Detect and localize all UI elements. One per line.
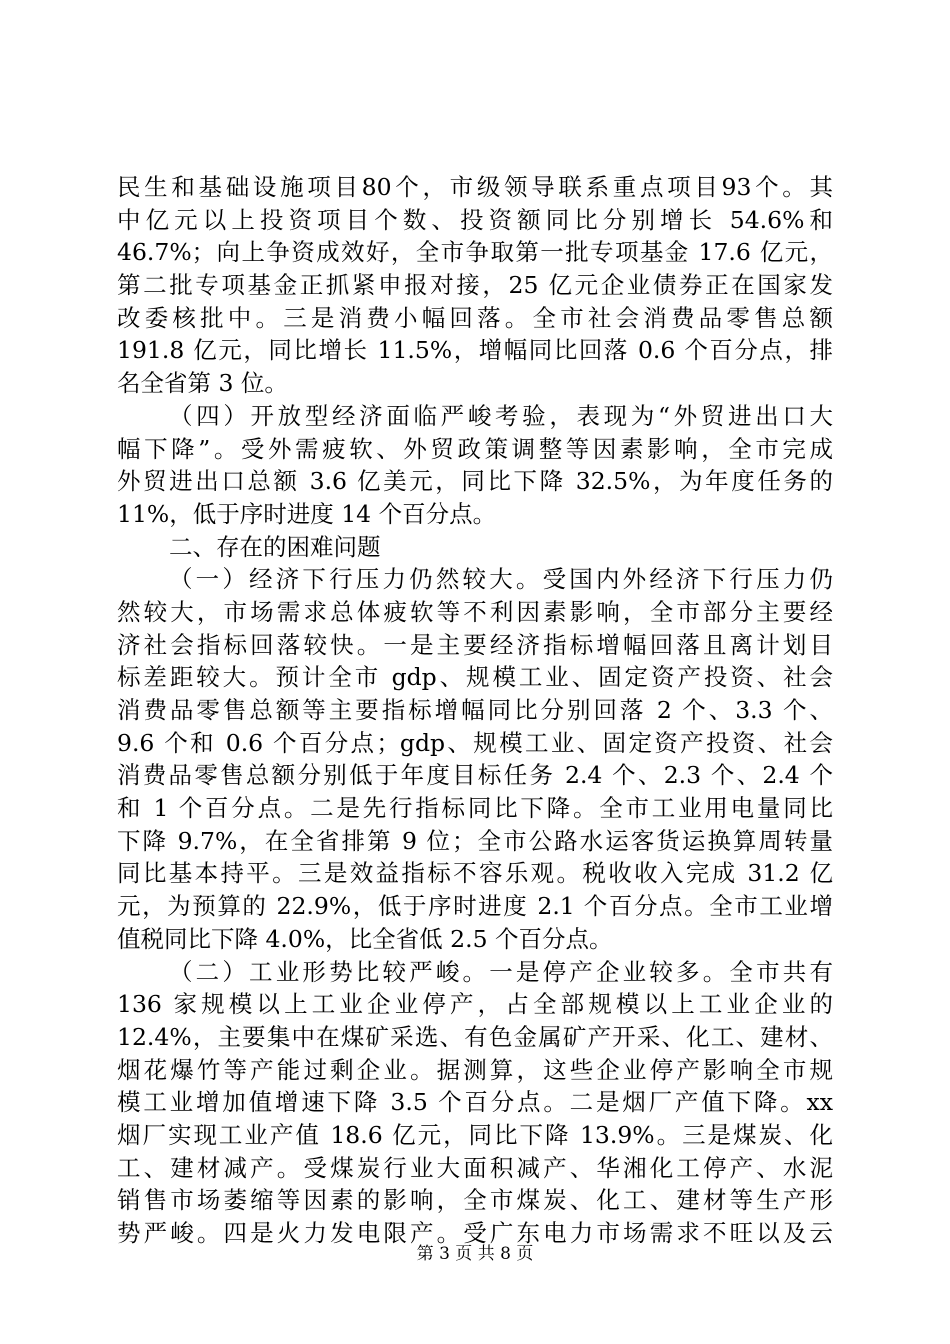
section-heading: 二、存在的困难问题 (169, 532, 381, 561)
page-footer: 第 3 页 共 8 页 (416, 1244, 534, 1264)
text-line: 和 1 个百分点。二是先行指标同比下降。全市工业用电量同比 (117, 794, 833, 823)
text-line: 第二批专项基金正抓紧申报对接，25 亿元企业债券正在国家发 (117, 271, 833, 300)
text-line: 191.8 亿元，同比增长 11.5%，增幅同比回落 0.6 个百分点，排 (117, 336, 833, 365)
text-line: 然较大，市场需求总体疲软等不利因素影响，全市部分主要经 (117, 597, 833, 626)
text-line: 民生和基础设施项目80个，市级领导联系重点项目93个。其 (117, 173, 833, 201)
text-line: （四）开放型经济面临严峻考验，表现为“外贸进出口大 (169, 401, 833, 430)
text-line: （二）工业形势比较严峻。一是停产企业较多。全市共有 (169, 957, 833, 986)
text-line: 消费品零售总额等主要指标增幅同比分别回落 2 个、3.3 个、 (117, 696, 833, 724)
text-line: 烟厂实现工业产值 18.6 亿元，同比下降 13.9%。三是煤炭、化 (117, 1120, 833, 1149)
text-line: 消费品零售总额分别低于年度目标任务 2.4 个、2.3 个、2.4 个 (117, 761, 833, 790)
text-line: 幅下降”。受外需疲软、外贸政策调整等因素影响，全市完成 (117, 434, 833, 463)
text-line: 下降 9.7%，在全省排第 9 位；全市公路水运客货运换算周转量 (117, 826, 833, 855)
text-line: 12.4%，主要集中在煤矿采选、有色金属矿产开采、化工、建材、 (117, 1022, 833, 1051)
text-line: 元，为预算的 22.9%，低于序时进度 2.1 个百分点。全市工业增 (117, 892, 833, 921)
text-line: 9.6 个和 0.6 个百分点；gdp、规模工业、固定资产投资、社会 (117, 728, 833, 757)
text-line: 济社会指标回落较快。一是主要经济指标增幅回落且离计划目 (117, 630, 833, 659)
text-line: 46.7%；向上争资成效好，全市争取第一批专项基金 17.6 亿元， (117, 238, 833, 267)
text-line: 标差距较大。预计全市 gdp、规模工业、固定资产投资、社会 (117, 663, 833, 692)
text-line: 势严峻。四是火力发电限产。受广东电力市场需求不旺以及云 (117, 1219, 833, 1247)
text-line: 名全省第 3 位。 (117, 369, 288, 398)
text-line: 工、建材减产。受煤炭行业大面积减产、华湘化工停产、水泥 (117, 1153, 833, 1182)
document-body (117, 171, 833, 1250)
text-line: 销售市场萎缩等因素的影响，全市煤炭、化工、建材等生产形 (117, 1186, 833, 1215)
text-line: 同比基本持平。三是效益指标不容乐观。税收收入完成 31.2 亿 (117, 859, 833, 888)
text-line: 11%，低于序时进度 14 个百分点。 (117, 499, 497, 528)
text-line: （一）经济下行压力仍然较大。受国内外经济下行压力仍 (169, 565, 833, 594)
text-line: 外贸进出口总额 3.6 亿美元，同比下降 32.5%，为年度任务的 (117, 467, 833, 496)
text-line: 值税同比下降 4.0%，比全省低 2.5 个百分点。 (117, 924, 613, 953)
text-line: 模工业增加值增速下降 3.5 个百分点。二是烟厂产值下降。xx (117, 1088, 833, 1117)
text-line: 改委核批中。三是消费小幅回落。全市社会消费品零售总额 (117, 303, 833, 332)
text-line: 烟花爆竹等产能过剩企业。据测算，这些企业停产影响全市规 (117, 1055, 833, 1084)
text-line: 中亿元以上投资项目个数、投资额同比分别增长 54.6%和 (117, 205, 833, 234)
text-line: 136 家规模以上工业企业停产，占全部规模以上工业企业的 (117, 990, 833, 1019)
